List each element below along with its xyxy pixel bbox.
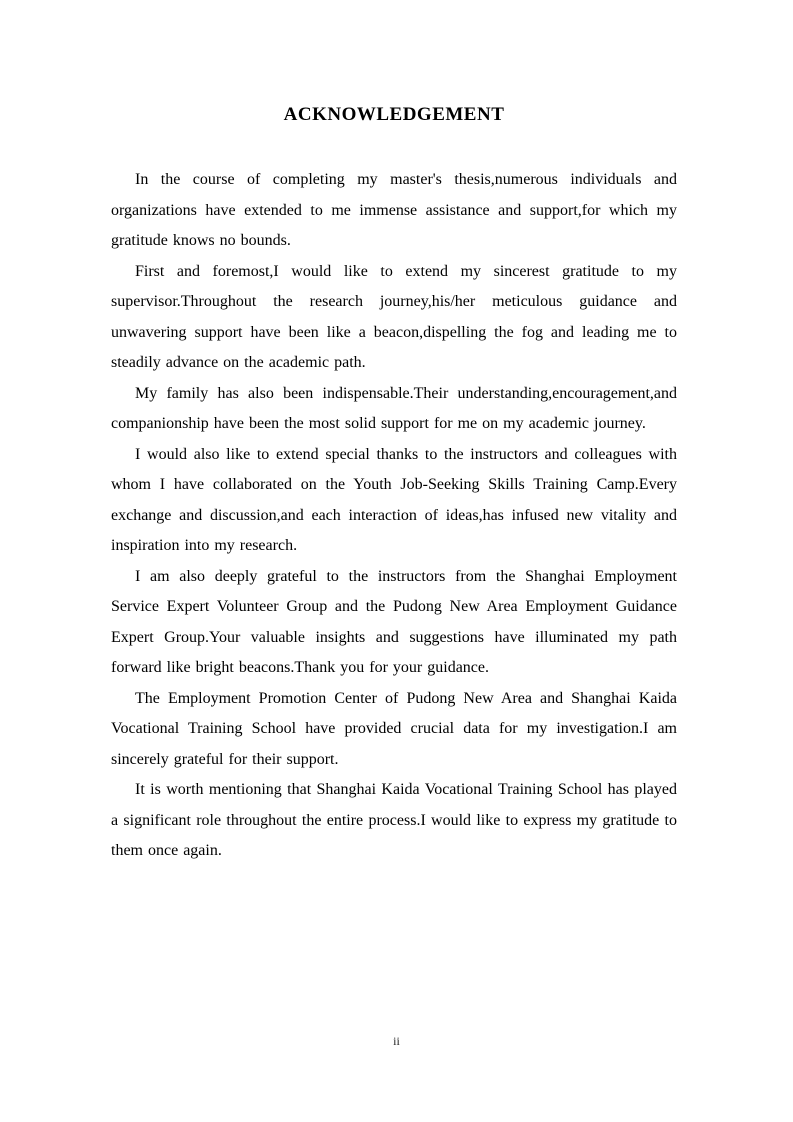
paragraph: I am also deeply grateful to the instructors from the Shanghai Employment Service Expert Volunteer Group and the Pudong New Area Employment Guidance Expert Group.Your valuable insights and suggestions have illuminated my path forward like bright beacons.Thank you for your guidance. [111, 567, 677, 676]
page-number: ii [393, 1034, 400, 1048]
paragraph: I would also like to extend special thanks to the instructors and colleagues with whom I have collaborated on the Youth Job-Seeking Skills Training Camp.Every exchange and discussion,and each interaction of ideas,has infused new vitality and inspiration into my research. [111, 445, 677, 554]
paragraph: In the course of completing my master's thesis,numerous individuals and organizations have extended to me immense assistance and support,for which my gratitude knows no bounds. [111, 171, 677, 249]
paragraph: The Employment Promotion Center of Pudong New Area and Shanghai Kaida Vocational Training School have provided crucial data for my investigation.I am sincerely grateful for their support. [111, 689, 677, 768]
paragraph: It is worth mentioning that Shanghai Kaida Vocational Training School has played a significant role throughout the entire process.I would like to express my gratitude to them once again. [111, 781, 677, 859]
paragraph: First and foremost,I would like to extend my sincerest gratitude to my supervisor.Throughout the research journey,his/her meticulous guidance and unwavering support have been like a beacon,dispelling the fog and leading me to steadily advance on the academic path. [111, 262, 677, 371]
page-title: ACKNOWLEDGEMENT [283, 104, 505, 125]
document-body [111, 165, 677, 867]
paragraph: My family has also been indispensable.Their understanding,encouragement,and companionship have been the most solid support for me on my academic journey. [111, 384, 677, 432]
